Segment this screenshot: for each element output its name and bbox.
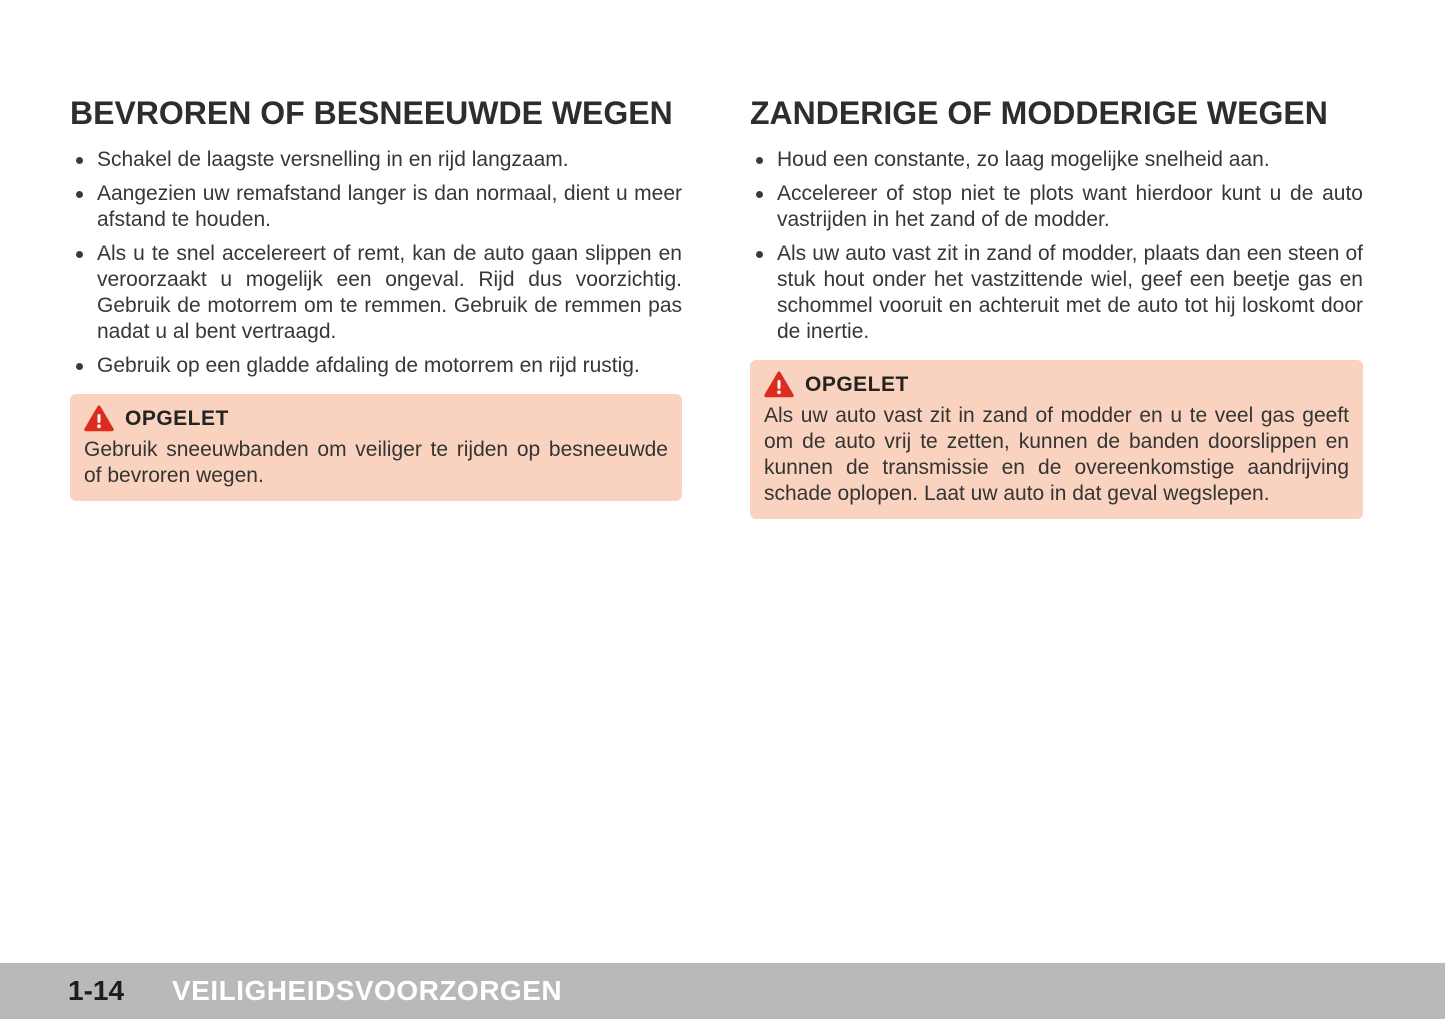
warning-triangle-icon	[84, 405, 114, 432]
bullet-text: Aangezien uw remafstand langer is dan normaal, dient u meer afstand te houden.	[97, 182, 682, 231]
warning-header	[764, 371, 1349, 398]
list-item	[750, 147, 1363, 173]
warning-title: OPGELET	[805, 372, 909, 396]
bullet-text: Accelereer of stop niet te plots want hierdoor kunt u de auto vastrijden in het zand of de modder.	[777, 182, 1363, 231]
bullet-icon	[750, 241, 777, 345]
list-item	[750, 241, 1363, 345]
warning-text: Gebruik sneeuwbanden om veiliger te rijden op besneeuwde of bevroren wegen.	[84, 438, 668, 487]
warning-header	[84, 405, 668, 432]
section-heading-right: ZANDERIGE OF MODDERIGE WEGEN	[750, 95, 1328, 131]
warning-box	[70, 394, 682, 501]
bullet-icon	[70, 147, 97, 173]
page-number: 1-14	[68, 975, 125, 1006]
left-column	[70, 96, 682, 501]
bullet-text: Gebruik op een gladde afdaling de motorrem en rijd rustig.	[97, 354, 640, 377]
bullet-icon	[750, 181, 777, 233]
list-item	[70, 147, 682, 173]
bullet-icon	[70, 353, 97, 379]
bullet-icon	[70, 241, 97, 345]
footer-bar	[0, 963, 1445, 1019]
bullet-text: Houd een constante, zo laag mogelijke snelheid aan.	[777, 148, 1270, 171]
list-item	[70, 181, 682, 233]
warning-box	[750, 360, 1363, 519]
right-column	[750, 96, 1363, 519]
warning-text: Als uw auto vast zit in zand of modder en u te veel gas geeft om de auto vrij te zetten, kunnen de banden doorslippen en kunnen de transmissie en de overeenkomstige aandrijving schade oplopen. Laat uw auto in dat geval wegslepen.	[764, 404, 1349, 505]
warning-triangle-icon	[764, 371, 794, 398]
bullet-text: Als uw auto vast zit in zand of modder, plaats dan een steen of stuk hout onder het vastzittende wiel, geef een beetje gas en schommel vooruit en achteruit met de auto tot hij loskomt door de inertie.	[777, 242, 1363, 343]
warning-title: OPGELET	[125, 406, 229, 430]
bullet-text: Schakel de laagste versnelling in en rijd langzaam.	[97, 148, 569, 171]
bullet-icon	[70, 181, 97, 233]
list-item	[70, 353, 682, 379]
list-item	[750, 181, 1363, 233]
section-heading-left: BEVROREN OF BESNEEUWDE WEGEN	[70, 95, 673, 131]
list-item	[70, 241, 682, 345]
bullet-text: Als u te snel accelereert of remt, kan de auto gaan slippen en veroorzaakt u mogelijk een ongeval. Rijd dus voorzichtig. Gebruik de motorrem om te remmen. Gebruik de remmen pas nadat u al bent vertraagd.	[97, 242, 682, 343]
bullet-icon	[750, 147, 777, 173]
footer-section-title: VEILIGHEIDSVOORZORGEN	[172, 975, 563, 1006]
